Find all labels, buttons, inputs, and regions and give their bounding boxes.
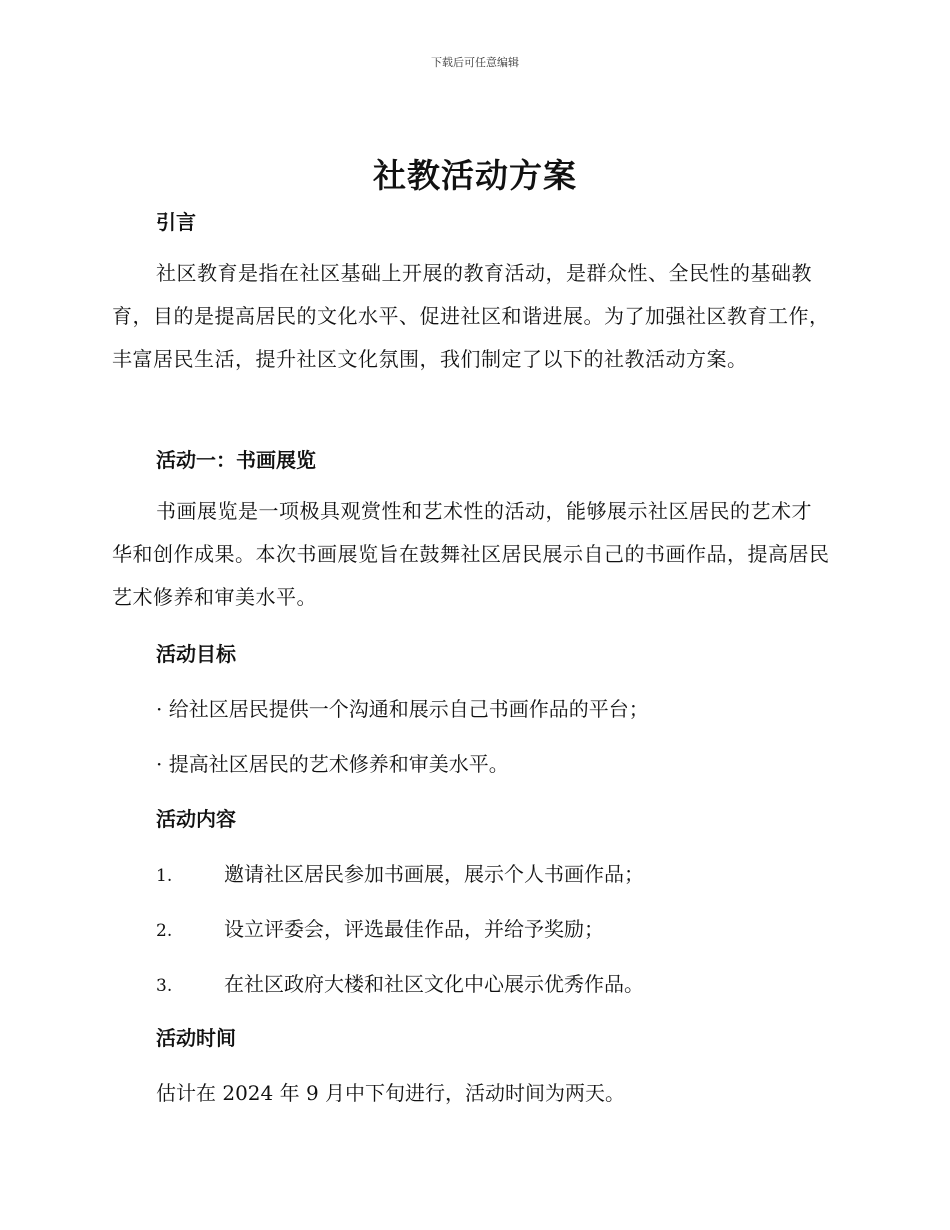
section-heading-time: 活动时间: [156, 1026, 236, 1050]
time-text: 估计在 2024 年 9 月中下旬进行，活动时间为两天。: [156, 1081, 626, 1105]
content-item-text: 在社区政府大楼和社区文化中心展示优秀作品。: [224, 972, 644, 996]
goal-item: · 给社区居民提供一个沟通和展示自己书画作品的平台；: [156, 697, 649, 721]
goal-item: · 提高社区居民的艺术修养和审美水平。: [156, 752, 509, 776]
content-item: [112, 913, 876, 942]
content-item-number: 3.: [156, 976, 173, 996]
section-heading-activity1: 活动一：书画展览: [156, 448, 316, 472]
section-heading-intro: 引言: [156, 210, 196, 234]
content-item: [112, 968, 876, 997]
content-item: [112, 858, 876, 887]
content-item-number: 1.: [156, 866, 173, 886]
content-item-text: 邀请社区居民参加书画展，展示个人书画作品；: [224, 862, 644, 886]
document-title: 社教活动方案: [373, 156, 577, 195]
content-item-text: 设立评委会，评选最佳作品，并给予奖励；: [224, 917, 604, 941]
section-heading-content: 活动内容: [156, 807, 236, 831]
header-note: 下载后可任意编辑: [431, 56, 519, 69]
activity1-paragraph: 书画展览是一项极具观赏性和艺术性的活动，能够展示社区居民的艺术才华和创作成果。本次书画展览旨在鼓舞社区居民展示自己的书画作品，提高居民艺术修养和审美水平。: [112, 499, 830, 609]
section-heading-goals: 活动目标: [156, 642, 236, 666]
intro-paragraph: 社区教育是指在社区基础上开展的教育活动，是群众性、全民性的基础教育，目的是提高居民的文化水平、促进社区和谐进展。为了加强社区教育工作，丰富居民生活，提升社区文化氛围，我们制定了以下的社教活动方案。: [112, 261, 830, 371]
content-item-number: 2.: [156, 921, 173, 941]
